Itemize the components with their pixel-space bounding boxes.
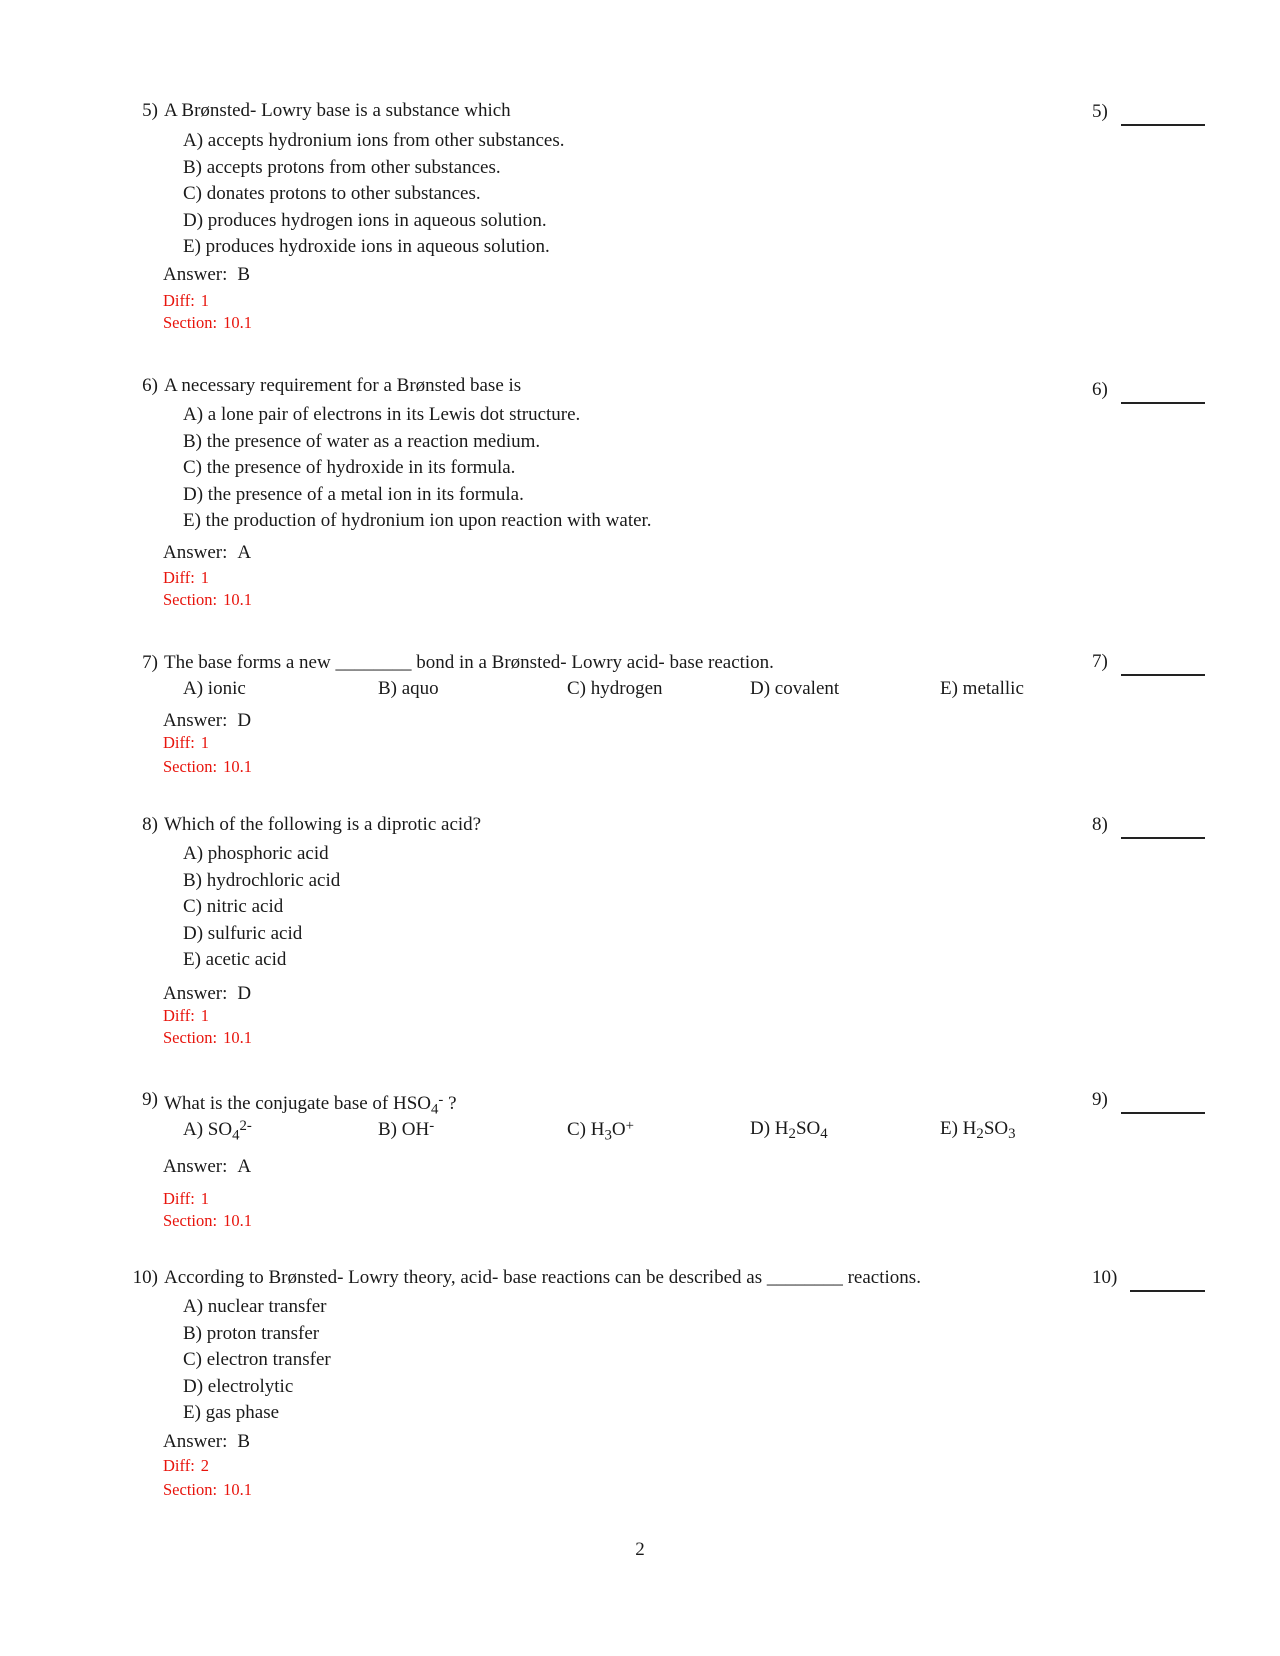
section-value: 10.1	[223, 1211, 252, 1230]
diff-label: Diff:	[163, 1189, 195, 1208]
margin-ref-10	[1092, 1267, 1205, 1292]
answer-blank-line	[1121, 1089, 1205, 1114]
diff-label: Diff:	[163, 1456, 195, 1475]
option: E) produces hydroxide ions in aqueous solution.	[183, 236, 550, 257]
option: B) hydrochloric acid	[183, 869, 341, 891]
option: C) $H_3O^+$	[567, 1118, 634, 1144]
question-text: A Brønsted- Lowry base is a substance which	[164, 100, 511, 121]
option: B) OH-	[378, 1118, 435, 1141]
diff-value: 1	[200, 1006, 210, 1025]
margin-ref-7	[1092, 651, 1205, 676]
diff-label: Diff:	[163, 1006, 195, 1025]
question-7-options-row	[0, 678, 1280, 704]
option: A) a lone pair of electrons in its Lewis dot structure.	[183, 404, 581, 425]
answer-blank-line	[1121, 101, 1205, 126]
option: D) produces hydrogen ions in aqueous solution.	[183, 209, 547, 231]
option: B) the presence of water as a reaction medium.	[183, 430, 541, 452]
section-label: Section:	[163, 590, 218, 609]
option: A) phosphoric acid	[183, 843, 329, 864]
option: E) acetic acid	[183, 949, 287, 970]
question-10-options	[183, 1294, 331, 1427]
option: B) proton transfer	[183, 1322, 320, 1344]
option: E) $H_2SO_3$	[940, 1118, 1016, 1143]
option: A) accepts hydronium ions from other substances.	[183, 130, 565, 151]
section-value: 10.1	[223, 1028, 252, 1047]
question-text: What is the conjugate base of $HSO_4^-$ ?	[164, 1092, 457, 1118]
margin-question-number: 6)	[1092, 379, 1108, 400]
diff-value: 1	[200, 733, 210, 752]
question-8-line	[128, 813, 481, 837]
option: B) aquo	[378, 678, 439, 699]
margin-ref-9	[1092, 1089, 1205, 1114]
option: A) $SO_4^{2-}$	[183, 1118, 252, 1144]
answer-label: Answer:	[163, 1156, 228, 1177]
answer-label: Answer:	[163, 710, 228, 731]
answer-line	[163, 1430, 250, 1454]
option: D) the presence of a metal ion in its formula.	[183, 483, 524, 505]
option: E) gas phase	[183, 1402, 280, 1423]
question-7-line	[128, 651, 774, 675]
option: C) the presence of hydroxide in its formula.	[183, 457, 516, 478]
diff-value: 1	[200, 568, 210, 587]
section-value: 10.1	[223, 1480, 252, 1499]
answer-value: D	[237, 983, 252, 1004]
question-number: 6)	[142, 375, 158, 396]
diff-value: 1	[200, 1189, 210, 1208]
question-text: According to Brønsted- Lowry theory, acid- base reactions can be described as ________ reactions.	[164, 1267, 921, 1288]
section-label: Section:	[163, 757, 218, 776]
question-number: 9)	[142, 1089, 158, 1110]
diff-label: Diff:	[163, 568, 195, 587]
question-number: 10)	[132, 1267, 158, 1288]
answer-line	[163, 263, 250, 287]
answer-line	[163, 982, 251, 1006]
answer-line	[163, 1155, 251, 1179]
section-label: Section:	[163, 313, 218, 332]
diff-line	[163, 1006, 209, 1026]
section-label: Section:	[163, 1211, 218, 1230]
question-5-options	[183, 128, 565, 261]
diff-line	[163, 733, 209, 753]
margin-question-number: 5)	[1092, 101, 1108, 122]
margin-ref-8	[1092, 814, 1205, 839]
question-number: 5)	[142, 100, 158, 121]
option: D) electrolytic	[183, 1375, 294, 1397]
answer-value: A	[237, 542, 252, 563]
option: C) nitric acid	[183, 896, 284, 917]
section-value: 10.1	[223, 590, 252, 609]
answer-label: Answer:	[163, 264, 228, 285]
answer-value: B	[237, 264, 251, 285]
page-number: 2	[635, 1539, 645, 1560]
answer-value: B	[237, 1431, 251, 1452]
option: D) covalent	[750, 678, 840, 699]
option: C) donates protons to other substances.	[183, 183, 481, 204]
section-line	[163, 590, 252, 610]
diff-line	[163, 568, 209, 588]
diff-value: 2	[200, 1456, 210, 1475]
option: A) ionic	[183, 678, 246, 699]
section-value: 10.1	[223, 757, 252, 776]
option: E) metallic	[940, 678, 1024, 699]
section-line	[163, 1480, 252, 1500]
answer-blank-line	[1121, 379, 1205, 404]
question-9-options-row	[0, 1118, 1280, 1144]
diff-label: Diff:	[163, 291, 195, 310]
question-number: 7)	[142, 652, 158, 673]
answer-line	[163, 541, 251, 565]
option: D) sulfuric acid	[183, 922, 303, 944]
question-6-line	[128, 374, 521, 398]
margin-question-number: 10)	[1092, 1267, 1118, 1288]
question-9-line	[128, 1088, 457, 1121]
margin-question-number: 9)	[1092, 1089, 1108, 1110]
section-label: Section:	[163, 1480, 218, 1499]
option: D) $H_2SO_4$	[750, 1118, 828, 1143]
option: A) nuclear transfer	[183, 1296, 327, 1317]
diff-line	[163, 1189, 209, 1209]
answer-value: A	[237, 1156, 252, 1177]
question-6-options	[183, 402, 652, 535]
diff-value: 1	[200, 291, 210, 310]
option: B) accepts protons from other substances.	[183, 156, 501, 178]
section-label: Section:	[163, 1028, 218, 1047]
diff-line	[163, 291, 209, 311]
answer-value: D	[237, 710, 252, 731]
section-line	[163, 1028, 252, 1048]
section-line	[163, 1211, 252, 1231]
section-line	[163, 313, 252, 333]
option: E) the production of hydronium ion upon reaction with water.	[183, 510, 652, 531]
margin-question-number: 8)	[1092, 814, 1108, 835]
margin-ref-6	[1092, 379, 1205, 404]
question-text: Which of the following is a diprotic acid?	[164, 814, 482, 835]
answer-blank-line	[1130, 1267, 1205, 1292]
diff-label: Diff:	[163, 733, 195, 752]
answer-line	[163, 709, 251, 733]
question-number: 8)	[142, 814, 158, 835]
question-text: The base forms a new ________ bond in a Brønsted- Lowry acid- base reaction.	[164, 652, 774, 673]
answer-blank-line	[1121, 651, 1205, 676]
section-line	[163, 757, 252, 777]
question-5-line	[128, 99, 511, 123]
margin-question-number: 7)	[1092, 651, 1108, 672]
question-text: A necessary requirement for a Brønsted base is	[164, 375, 522, 396]
question-8-options	[183, 841, 340, 974]
section-value: 10.1	[223, 313, 252, 332]
answer-blank-line	[1121, 814, 1205, 839]
option: C) electron transfer	[183, 1349, 331, 1370]
option: C) hydrogen	[567, 678, 663, 699]
answer-label: Answer:	[163, 542, 228, 563]
answer-label: Answer:	[163, 1431, 228, 1452]
question-10-line	[128, 1266, 921, 1290]
answer-label: Answer:	[163, 983, 228, 1004]
margin-ref-5	[1092, 101, 1205, 126]
diff-line	[163, 1456, 209, 1476]
